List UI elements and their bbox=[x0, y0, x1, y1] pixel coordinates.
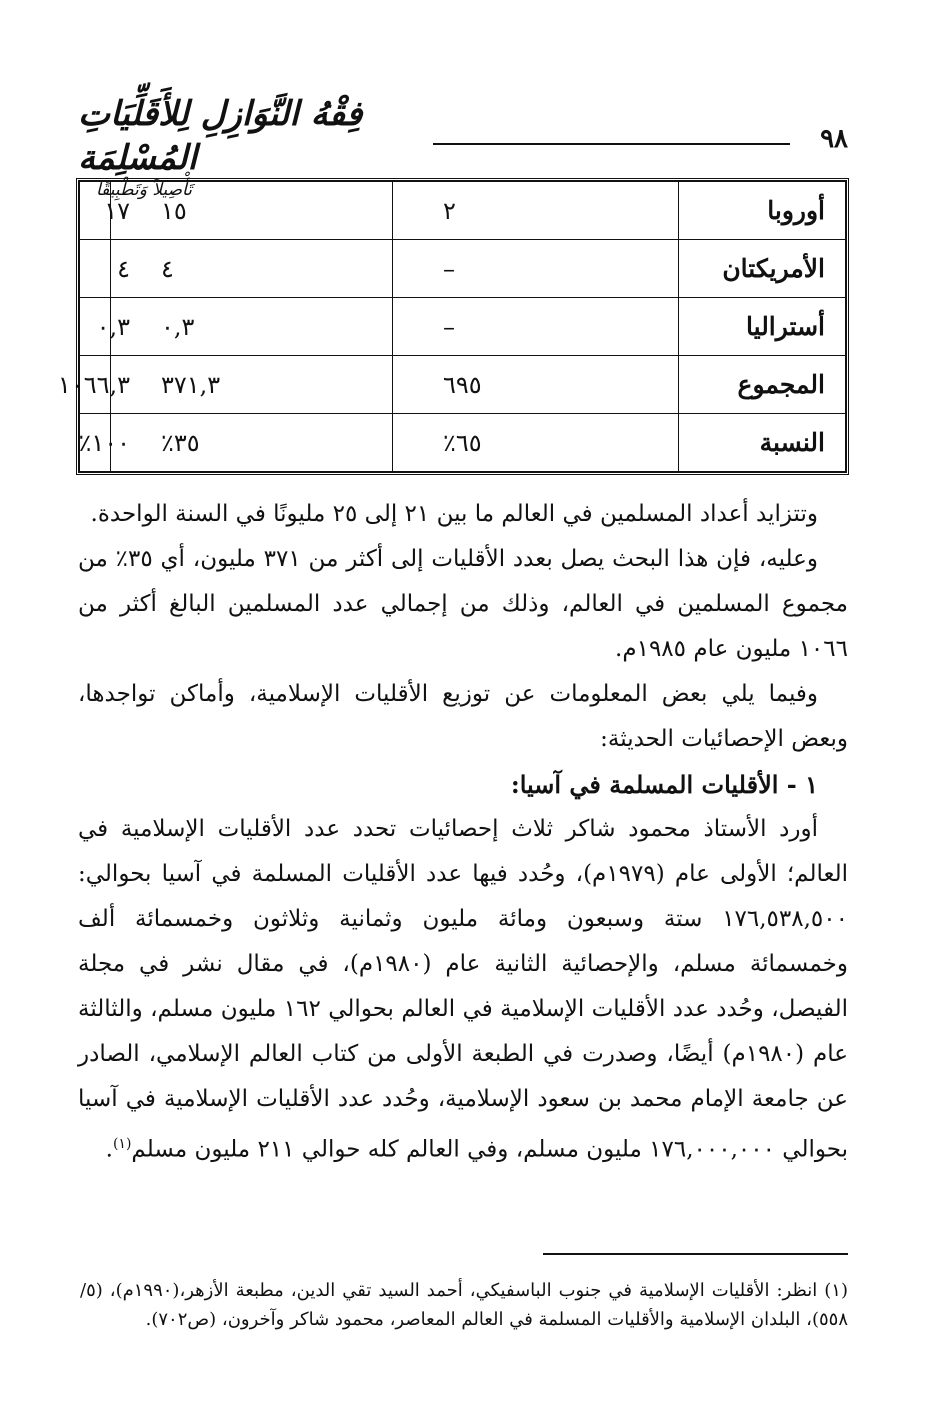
footnote-rule bbox=[543, 1253, 848, 1255]
row-label: الأمريكتان bbox=[679, 240, 846, 298]
section-heading: ١ - الأقليات المسلمة في آسيا: bbox=[510, 770, 818, 799]
paragraph-text: أورد الأستاذ محمود شاكر ثلاث إحصائيات تحدد عدد الأقليات الإسلامية في العالم؛ الأولى عام (١٩٧٩م)، وحُدد فيها عدد الأقليات المسلمة في آسيا بحوالي: ١٧٦,٥٣٨,٥٠٠ ستة وسبعون ومائة مليون وثمانية وثلاثون وخمسمائة ألف وخمسمائة مسلم، والإحصائية الثانية عام (١٩٨٠م)، في مقال نشر في مجلة الفيصل، وحُدد عدد الأقليات الإسلامية في العالم بحوالي ١٦٢ مليون مسلم، والثالثة عام (١٩٨٠م) أيضًا، وصدرت في الطبعة الأولى من كتاب العالم الإسلامي، الصادر عن جامعة الإمام محمد بن سعود الإسلامية، وحُدد عدد الأقليات الإسلامية في آسيا بحوالي ١٧٦,٠٠٠,٠٠٠ مليون مسلم، وفي العالم كله حوالي ٢١١ مليون مسلم bbox=[78, 816, 848, 1163]
table-row bbox=[80, 414, 846, 472]
paragraph: وعليه، فإن هذا البحث يصل بعدد الأقليات إلى أكثر من ٣٧١ مليون، أي ٣٥٪ من مجموع المسلمين في العالم، وذلك من إجمالي عدد المسلمين البالغ أكثر من ١٠٦٦ مليون عام ١٩٨٥م. bbox=[78, 546, 848, 662]
paragraph bbox=[78, 807, 848, 1173]
table-cell: ١٠٦٦,٣ bbox=[80, 356, 111, 414]
table-row bbox=[80, 356, 846, 414]
header-rule bbox=[433, 143, 790, 145]
paragraph: وفيما يلي بعض المعلومات عن توزيع الأقليات الإسلامية، وأماكن تواجدها، وبعض الإحصائيات الحديثة: bbox=[78, 681, 848, 752]
table-cell: ٢ bbox=[393, 182, 679, 240]
statistics-table bbox=[57, 178, 849, 475]
row-label: النسبة bbox=[679, 414, 846, 472]
table-cell: ٣٧١,٣ bbox=[111, 356, 393, 414]
table-cell: ٦٥٪ bbox=[393, 414, 679, 472]
table-row bbox=[80, 298, 846, 356]
book-title-sub: تَأْصِيلاً وَتَطْبِيقًا bbox=[96, 180, 192, 200]
footnote-ref[interactable]: (١) bbox=[112, 1136, 132, 1152]
paragraph: وتتزايد أعداد المسلمين في العالم ما بين ٢١ إلى ٢٥ مليونًا في السنة الواحدة. bbox=[90, 501, 818, 527]
paragraph-end: . bbox=[105, 1136, 113, 1163]
body-text bbox=[78, 492, 848, 1173]
footnote: (١) انظر: الأقليات الإسلامية في جنوب الباسفيكي، أحمد السيد تقي الدين، مطبعة الأزهر،(١٩٩٠م)، (٥/ ٥٥٨)، البلدان الإسلامية والأقليات المسلمة في العالم المعاصر، محمود شاكر وآخرون، (ص٧٠٢). bbox=[80, 1280, 848, 1330]
table-cell: ١٧ bbox=[80, 182, 111, 240]
table-cell: ٤ bbox=[111, 240, 393, 298]
table-cell: ٤ bbox=[80, 240, 111, 298]
table-cell: ٦٩٥ bbox=[393, 356, 679, 414]
table-row bbox=[80, 182, 846, 240]
table-cell: – bbox=[393, 240, 679, 298]
table-cell: – bbox=[393, 298, 679, 356]
table-cell: ٠,٣ bbox=[111, 298, 393, 356]
page-header bbox=[78, 88, 848, 200]
table-cell: ١٠٠٪ bbox=[80, 414, 111, 472]
book-title-main: فِقْهُ النَّوَازِلِ لِلأَقَلِّيَاتِ المُسْلِمَة bbox=[78, 94, 363, 178]
table-cell: ٣٥٪ bbox=[111, 414, 393, 472]
row-label: المجموع bbox=[679, 356, 846, 414]
row-label: أوروبا bbox=[679, 182, 846, 240]
table-cell: ١٥ bbox=[111, 182, 393, 240]
table-cell: ٠,٣ bbox=[80, 298, 111, 356]
page-number: ٩٨ bbox=[820, 124, 848, 154]
row-label: أستراليا bbox=[679, 298, 846, 356]
table-row bbox=[80, 240, 846, 298]
